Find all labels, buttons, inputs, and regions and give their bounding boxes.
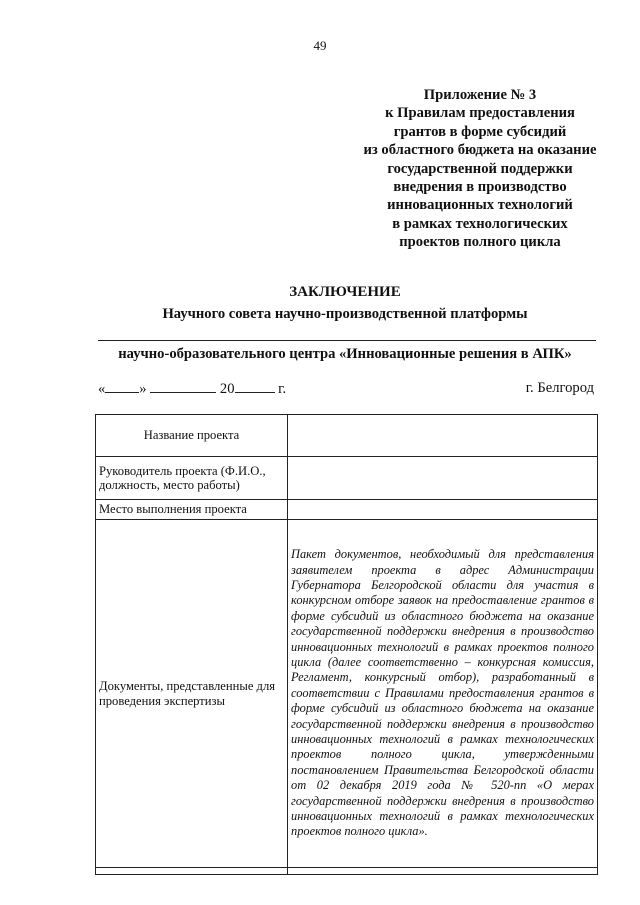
city: г. Белгород bbox=[525, 380, 594, 396]
appendix-line: инновационных технологий bbox=[387, 197, 573, 214]
year-blank bbox=[235, 380, 275, 393]
table-row bbox=[96, 500, 598, 520]
center-name: научно-образовательного центра «Инновационные решения в АПК» bbox=[118, 346, 572, 362]
appendix-header bbox=[330, 86, 630, 252]
project-leader-value bbox=[288, 457, 598, 500]
appendix-line: в рамках технологических bbox=[392, 215, 568, 232]
day-blank bbox=[105, 380, 139, 393]
project-leader-label: Руководитель проекта (Ф.И.О., должность, место работы) bbox=[96, 457, 288, 500]
continuation-cell bbox=[96, 868, 288, 875]
appendix-line: государственной поддержки bbox=[387, 160, 573, 177]
project-location-label: Место выполнения проекта bbox=[96, 500, 288, 520]
appendix-line: к Правилам предоставления bbox=[385, 105, 575, 122]
fill-in-line bbox=[98, 340, 596, 341]
table-row bbox=[96, 868, 598, 875]
documents-value: Пакет документов, необходимый для представления заявителем проекта в адрес Администрации Губернатора Белгородской области для участия в конкурсном отборе заявок на предоставление грантов в форме субсидий из областного бюджета на оказание государственной поддержки внедрения в производство инновационных технологий в рамках проектов полного цикла (далее соответственно – конкурсная комиссия, Регламент, конкурсный отбор), разработанный в соответствии с Правилами предоставления грантов в форме субсидий из областного бюджета на оказание государственной поддержки внедрения в производство инновационных технологий в рамках технологических проектов полного цикла, утвержденными постановлением Правительства Белгородской области от 02 декабря 2019 года № 520-пп «О мерах государственной поддержки внедрения в производство инновационных технологий в рамках технологических проектов полного цикла». bbox=[288, 520, 598, 868]
document-subtitle: Научного совета научно-производственной платформы bbox=[162, 306, 528, 322]
project-name-label: Название проекта bbox=[96, 415, 288, 457]
table-row bbox=[96, 457, 598, 500]
table-row bbox=[96, 415, 598, 457]
document-title: ЗАКЛЮЧЕНИЕ bbox=[289, 284, 401, 300]
appendix-line: из областного бюджета на оказание bbox=[363, 142, 597, 159]
year-prefix: 20 bbox=[219, 381, 235, 397]
documents-label: Документы, представленные для проведения экспертизы bbox=[96, 520, 288, 868]
project-location-value bbox=[288, 500, 598, 520]
year-suffix: г. bbox=[278, 381, 287, 397]
appendix-line: грантов в форме субсидий bbox=[393, 123, 567, 140]
conclusion-table bbox=[95, 414, 598, 875]
project-name-value bbox=[288, 415, 598, 457]
open-quote: « bbox=[98, 381, 106, 397]
month-blank bbox=[150, 380, 216, 393]
appendix-line: Приложение № 3 bbox=[423, 87, 537, 103]
table-row bbox=[96, 520, 598, 868]
continuation-cell bbox=[288, 868, 598, 875]
appendix-line: внедрения в производство bbox=[393, 179, 567, 196]
appendix-line: проектов полного цикла bbox=[399, 234, 561, 251]
close-quote: » bbox=[139, 381, 147, 397]
page-number: 49 bbox=[313, 38, 327, 53]
date-line bbox=[98, 380, 286, 398]
